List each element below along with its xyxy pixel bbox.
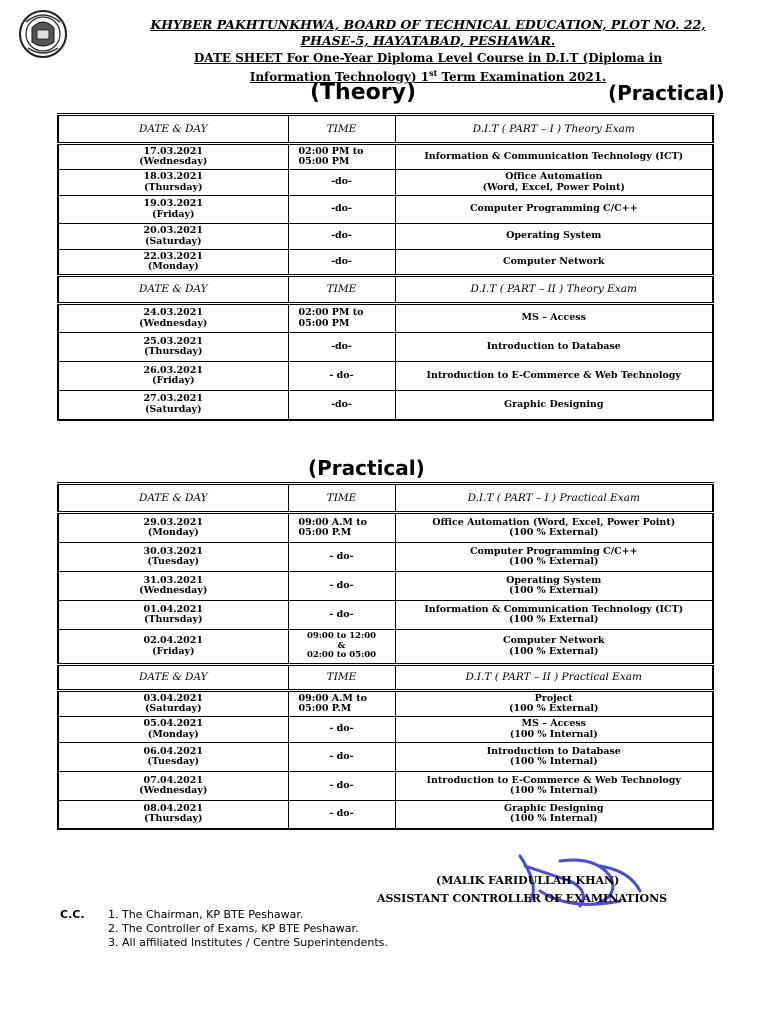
column-header-date: DATE & DAY [58,665,288,691]
exam-subject: Introduction to E-Commerce & Web Technology [426,774,681,786]
heading-practical: (Practical) [308,456,425,480]
exam-time: - do- [329,608,354,620]
table-row [58,250,713,276]
table-row [58,717,713,743]
exam-subject: Graphic Designing [504,398,604,410]
table-row [58,196,713,224]
exam-day: (Monday) [147,527,199,538]
table-header-row [58,484,713,513]
exam-time: - do- [329,550,354,562]
exam-subject: Project [534,692,573,704]
exam-date: 05.04.2021 [143,718,203,729]
exam-day: (Tuesday) [147,756,200,767]
exam-day: (Monday) [147,728,199,740]
exam-date: 26.03.2021 [143,364,203,376]
exam-time: 09:00 to 12:00 [306,631,377,642]
exam-assessment: (100 % External) [509,703,599,714]
header-line-4-post: Term Examination 2021. [437,70,607,84]
exam-assessment: (100 % External) [509,645,599,657]
exam-subject: Office Automation (Word, Excel, Power Point) [432,516,676,528]
exam-assessment: (100 % External) [509,585,599,596]
exam-day: (Monday) [147,261,199,272]
exam-time-end: 02:00 to 05:00 [306,650,377,661]
exam-day: (Saturday) [144,235,202,247]
exam-subject: Introduction to Database [486,340,621,352]
heading-theory: (Theory) [310,80,417,105]
exam-subject: Computer Network [503,255,605,267]
exam-subject: Operating System [506,230,602,242]
exam-day: (Thursday) [143,181,203,193]
exam-time: - do- [329,808,354,819]
exam-date: 06.04.2021 [143,745,203,757]
exam-time: 09:00 A.M to [298,516,367,528]
exam-time: - do- [329,779,354,791]
table-row [58,144,713,170]
table-row [58,391,713,420]
board-seal-logo [18,8,68,60]
table-row [58,170,713,196]
column-header-time: TIME [288,484,395,513]
exam-date: 03.04.2021 [143,692,203,704]
column-header-time: TIME [288,665,395,691]
exam-day: (Thursday) [143,614,203,625]
exam-day: (Wednesday) [139,317,208,329]
exam-date: 08.04.2021 [143,802,203,814]
table-row [58,362,713,391]
exam-date: 30.03.2021 [143,545,203,557]
exam-time: 09:00 A.M to [298,692,367,704]
cc-label: C.C. [60,908,85,921]
column-header-date: DATE & DAY [58,276,288,304]
exam-subject: Computer Network [503,635,605,646]
exam-time: 02:00 PM to [298,145,364,157]
exam-day: (Friday) [152,645,195,657]
exam-date: 18.03.2021 [143,171,203,182]
exam-time-end: 05:00 P.M [298,703,352,714]
exam-time: -do- [331,230,352,242]
exam-subject: Office Automation [505,171,603,182]
table-row [58,630,713,665]
exam-date: 20.03.2021 [143,225,203,236]
exam-time-end: 05:00 PM [298,156,350,167]
exam-day: (Friday) [152,375,195,386]
exam-subject: Operating System [506,574,602,586]
table-row [58,691,713,717]
exam-day: (Wednesday) [139,785,208,796]
table-row [58,743,713,772]
exam-subject: MS – Access [521,312,586,324]
column-header-subject: D.I.T ( PART – I ) Practical Exam [395,484,713,513]
column-header-subject: D.I.T ( PART – II ) Theory Exam [395,276,713,304]
exam-time: -do- [331,340,352,352]
exam-time-end: 05:00 P.M [298,527,352,538]
exam-date: 25.03.2021 [143,335,203,347]
column-header-subject: D.I.T ( PART – I ) Theory Exam [395,115,713,144]
header-line-2: PHASE-5, HAYATABAD, PESHAWAR. [300,33,556,48]
exam-time: - do- [329,369,354,381]
header-line-3: DATE SHEET For One-Year Diploma Level Course in D.I.T (Diploma in [193,51,663,65]
exam-date: 29.03.2021 [143,516,203,528]
table-row [58,572,713,601]
exam-time: - do- [329,723,354,735]
exam-subject: Computer Programming C/C++ [469,203,638,215]
exam-subject: Information & Communication Technology (ICT) [424,603,684,615]
exam-assessment: (100 % External) [509,527,599,538]
table-row [58,772,713,801]
exam-subject: Computer Programming C/C++ [469,545,638,557]
exam-subject: Information & Communication Technology (ICT) [424,150,684,162]
column-header-subject: D.I.T ( PART – II ) Practical Exam [395,665,713,691]
header-line-4-sup: st [429,68,438,78]
exam-time: -do- [331,203,352,215]
exam-time: 02:00 PM to [298,307,364,318]
column-header-time: TIME [288,276,395,304]
practical-table [57,482,714,830]
exam-time: -do- [331,398,352,410]
table-row [58,801,713,829]
table-row [58,304,713,333]
exam-subject: Introduction to Database [486,745,621,757]
theory-table [57,113,714,421]
exam-subject: MS – Access [521,718,586,729]
column-header-date: DATE & DAY [58,484,288,513]
exam-day: (Saturday) [144,703,202,714]
exam-day: (Thursday) [143,346,203,357]
exam-time: -do- [331,176,352,188]
exam-assessment: (100 % Internal) [509,728,598,740]
exam-subject: Graphic Designing [504,802,604,814]
exam-assessment: (100 % Internal) [509,785,598,796]
exam-day: (Saturday) [144,403,202,415]
exam-day: (Wednesday) [139,156,208,167]
signatory-name: (MALIK FARIDULLAH KHAN) [436,874,620,887]
table-row [58,224,713,250]
column-header-date: DATE & DAY [58,115,288,144]
cc-item: 2. The Controller of Exams, KP BTE Peshawar. [108,922,359,935]
cc-item: 1. The Chairman, KP BTE Peshawar. [108,908,304,921]
exam-time: - do- [329,579,354,591]
signatory-title: ASSISTANT CONTROLLER OF EXAMINATIONS [377,892,668,905]
exam-assessment: (100 % External) [509,556,599,567]
exam-subject-detail: (Word, Excel, Power Point) [482,181,625,193]
exam-time-join: & [337,640,346,651]
exam-date: 27.03.2021 [143,393,203,405]
exam-date: 01.04.2021 [143,603,203,615]
table-header-row [58,665,713,691]
table-row [58,513,713,543]
exam-date: 19.03.2021 [143,198,203,209]
exam-time-end: 05:00 PM [298,317,350,329]
exam-date: 02.04.2021 [143,635,203,646]
table-row [58,543,713,572]
exam-time: - do- [329,750,354,762]
header-line-4-pre: Information Technology) 1 [249,70,430,84]
exam-subject: Introduction to E-Commerce & Web Technology [426,369,681,381]
table-header-row [58,276,713,304]
exam-day: (Wednesday) [139,585,208,596]
exam-date: 07.04.2021 [143,774,203,786]
cc-item: 3. All affiliated Institutes / Centre Superintendents. [108,936,388,949]
exam-date: 31.03.2021 [143,574,203,586]
table-row [58,333,713,362]
exam-date: 22.03.2021 [143,250,203,262]
exam-time: -do- [331,255,352,267]
exam-assessment: (100 % Internal) [509,756,598,767]
exam-day: (Tuesday) [147,556,200,567]
header-line-1: KHYBER PAKHTUNKHWA, BOARD OF TECHNICAL EDUCATION, PLOT NO. 22, [150,17,706,32]
column-header-time: TIME [288,115,395,144]
exam-day: (Thursday) [143,813,203,825]
exam-date: 17.03.2021 [143,145,203,157]
exam-assessment: (100 % Internal) [509,813,598,825]
heading-practical-top: (Practical) [608,81,725,105]
exam-assessment: (100 % External) [509,614,599,625]
table-row [58,601,713,630]
exam-day: (Friday) [152,208,195,220]
table-header-row [58,115,713,144]
exam-date: 24.03.2021 [143,307,203,318]
